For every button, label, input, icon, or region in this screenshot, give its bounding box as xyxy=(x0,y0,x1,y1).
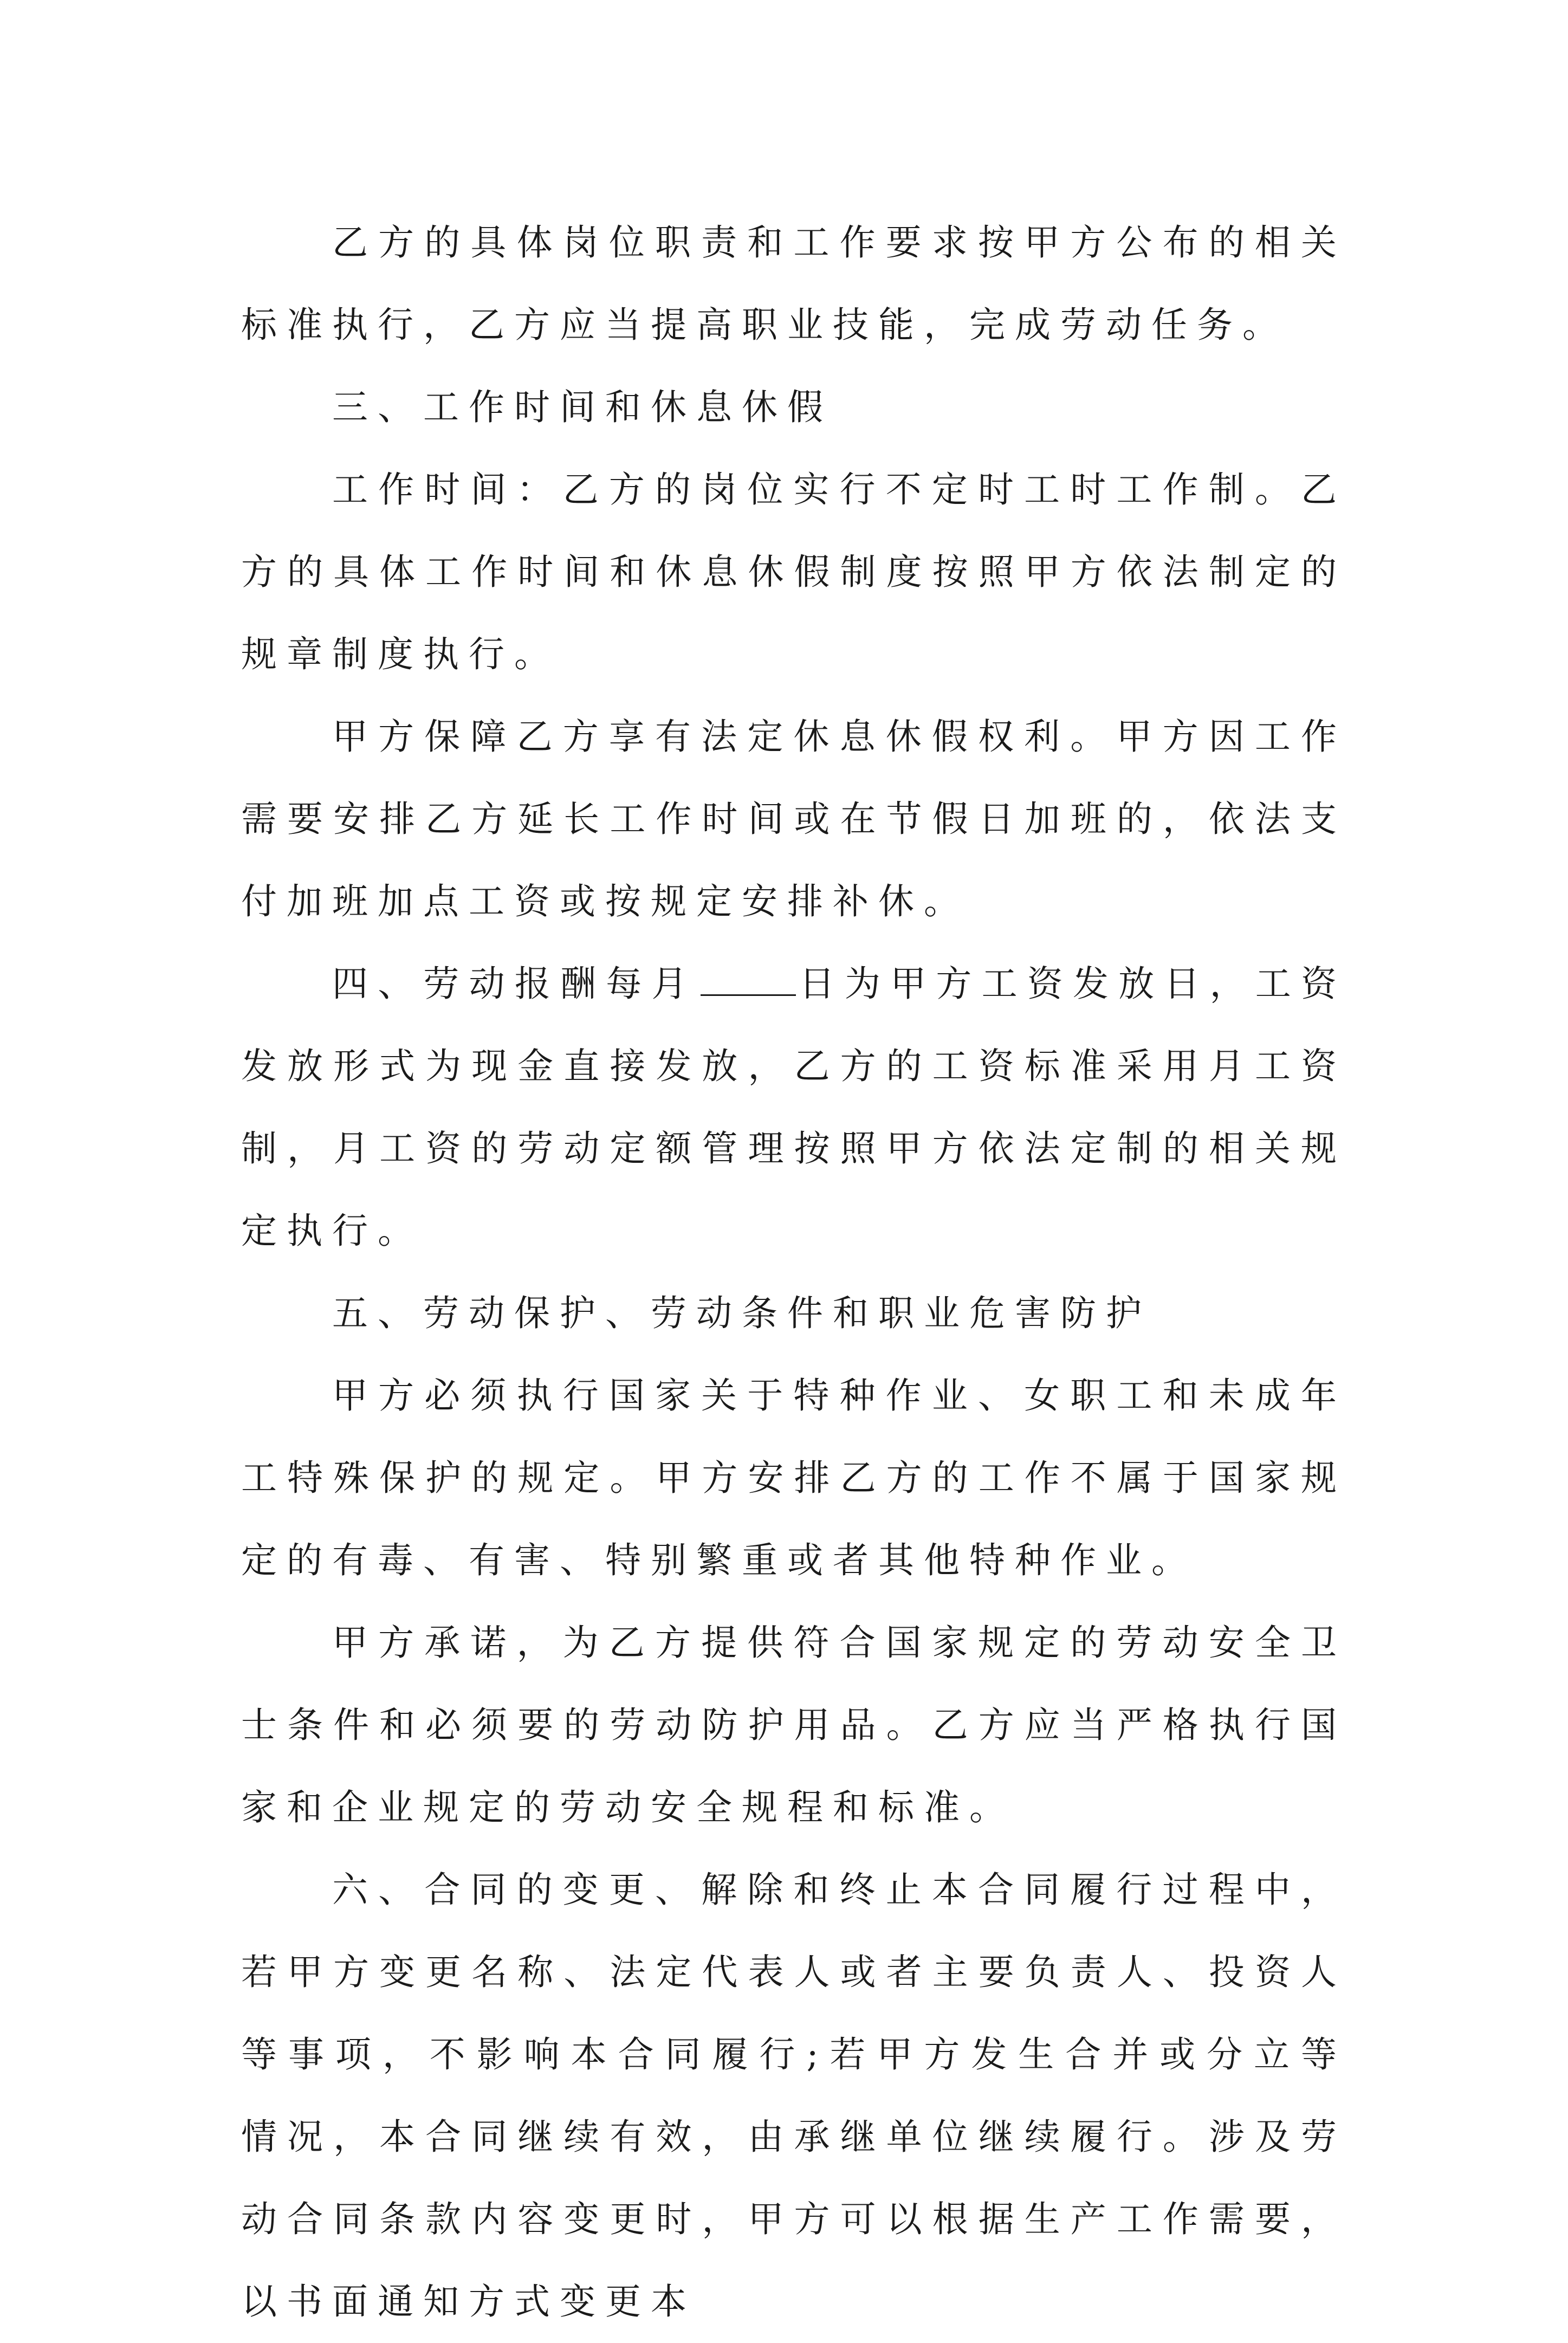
paragraph-job-duties: 乙方的具体岗位职责和工作要求按甲方公布的相关标准执行，乙方应当提高职业技能，完成劳动任务。 xyxy=(241,222,1346,346)
heading-labor-protection: 五、劳动保护、劳动条件和职业危害防护 xyxy=(332,1292,1151,1334)
paragraph-contract-change: 六、合同的变更、解除和终止本合同履行过程中，若甲方变更名称、法定代表人或者主要负责人、投资人等事项，不影响本合同履行;若甲方发生合并或分立等情况，本合同继续有效，由承继单位继续履行。涉及劳动合同条款内容变更时，甲方可以根据生产工作需要，以书面通知方式变更本 xyxy=(241,1869,1346,2322)
pay-day-blank xyxy=(701,962,796,996)
remuneration-text-before: 四、劳动报酬每月 xyxy=(332,963,697,1005)
document-body xyxy=(241,202,1346,2343)
paragraph-special-protection: 甲方必须执行国家关于特种作业、女职工和未成年工特殊保护的规定。甲方安排乙方的工作不属于国家规定的有毒、有害、特别繁重或者其他特种作业。 xyxy=(241,1375,1346,1581)
paragraph-rest-leave: 甲方保障乙方享有法定休息休假权利。甲方因工作需要安排乙方延长工作时间或在节假日加班的，依法支付加班加点工资或按规定安排补休。 xyxy=(241,716,1346,922)
heading-working-hours: 三、工作时间和休息休假 xyxy=(332,386,833,428)
remuneration-text-after: 日为甲方工资发放日，工资发放形式为现金直接发放，乙方的工资标准采用月工资制，月工资的劳动定额管理按照甲方依法定制的相关规定执行。 xyxy=(241,963,1347,1252)
paragraph-safety-commitment: 甲方承诺，为乙方提供符合国家规定的劳动安全卫士条件和必须要的劳动防护用品。乙方应当严格执行国家和企业规定的劳动安全规程和标准。 xyxy=(241,1622,1346,1828)
paragraph-remuneration xyxy=(241,943,1346,1272)
paragraph-working-time: 工作时间：乙方的岗位实行不定时工时工作制。乙方的具体工作时间和休息休假制度按照甲方依法制定的规章制度执行。 xyxy=(241,469,1346,675)
